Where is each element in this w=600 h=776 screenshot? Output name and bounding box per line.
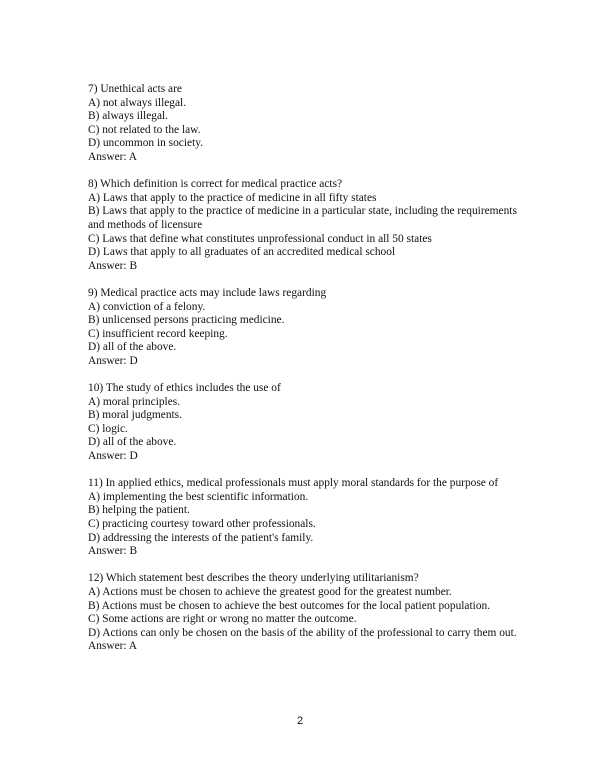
question-11 [88,477,528,559]
option-a: A) implementing the best scientific information. [88,490,309,503]
option-b: B) Laws that apply to the practice of medicine in a particular state, including the requirements and methods of licensure [88,205,517,231]
option-c: C) logic. [88,422,128,435]
option-d: D) all of the above. [88,341,177,354]
question-stem: 8) Which definition is correct for medical practice acts? [88,178,343,191]
answer: Answer: B [88,259,138,272]
option-b: B) Actions must be chosen to achieve the best outcomes for the local patient population. [88,599,491,612]
option-c: C) Laws that define what constitutes unprofessional conduct in all 50 states [88,232,432,245]
option-b: B) helping the patient. [88,504,190,517]
answer: Answer: B [88,545,138,558]
question-stem: 12) Which statement best describes the theory underlying utilitarianism? [88,572,419,585]
question-7 [88,83,528,165]
question-stem: 10) The study of ethics includes the use of [88,382,281,395]
option-d: D) all of the above. [88,436,177,449]
answer: Answer: D [88,450,138,463]
question-12 [88,572,528,654]
option-a: A) Laws that apply to the practice of medicine in all fifty states [88,191,377,204]
option-b: B) always illegal. [88,110,169,123]
option-a: A) conviction of a felony. [88,300,206,313]
page-content [88,83,528,668]
option-c: C) Some actions are right or wrong no matter the outcome. [88,613,357,626]
answer: Answer: D [88,354,138,367]
page-number: 2 [296,715,304,727]
answer: Answer: A [88,150,138,163]
option-a: A) Actions must be chosen to achieve the greatest good for the greatest number. [88,585,452,598]
option-c: C) practicing courtesy toward other professionals. [88,518,316,530]
option-b: B) moral judgments. [88,409,182,422]
option-c: C) not related to the law. [88,123,201,136]
answer: Answer: A [88,640,138,653]
option-d: D) Actions can only be chosen on the basis of the ability of the professional to carry them out. [88,626,517,639]
question-8 [88,178,528,273]
question-stem: 7) Unethical acts are [88,83,182,95]
option-d: D) addressing the interests of the patient's family. [88,531,314,544]
question-10 [88,382,528,464]
option-b: B) unlicensed persons practicing medicine. [88,314,285,327]
option-a: A) moral principles. [88,395,181,408]
option-a: A) not always illegal. [88,96,187,109]
option-c: C) insufficient record keeping. [88,327,228,340]
option-d: D) uncommon in society. [88,137,204,150]
question-stem: 9) Medical practice acts may include laws regarding [88,286,327,299]
question-9 [88,287,528,369]
option-d: D) Laws that apply to all graduates of an accredited medical school [88,246,396,259]
question-stem: 11) In applied ethics, medical professionals must apply moral standards for the purpose of [88,477,499,490]
